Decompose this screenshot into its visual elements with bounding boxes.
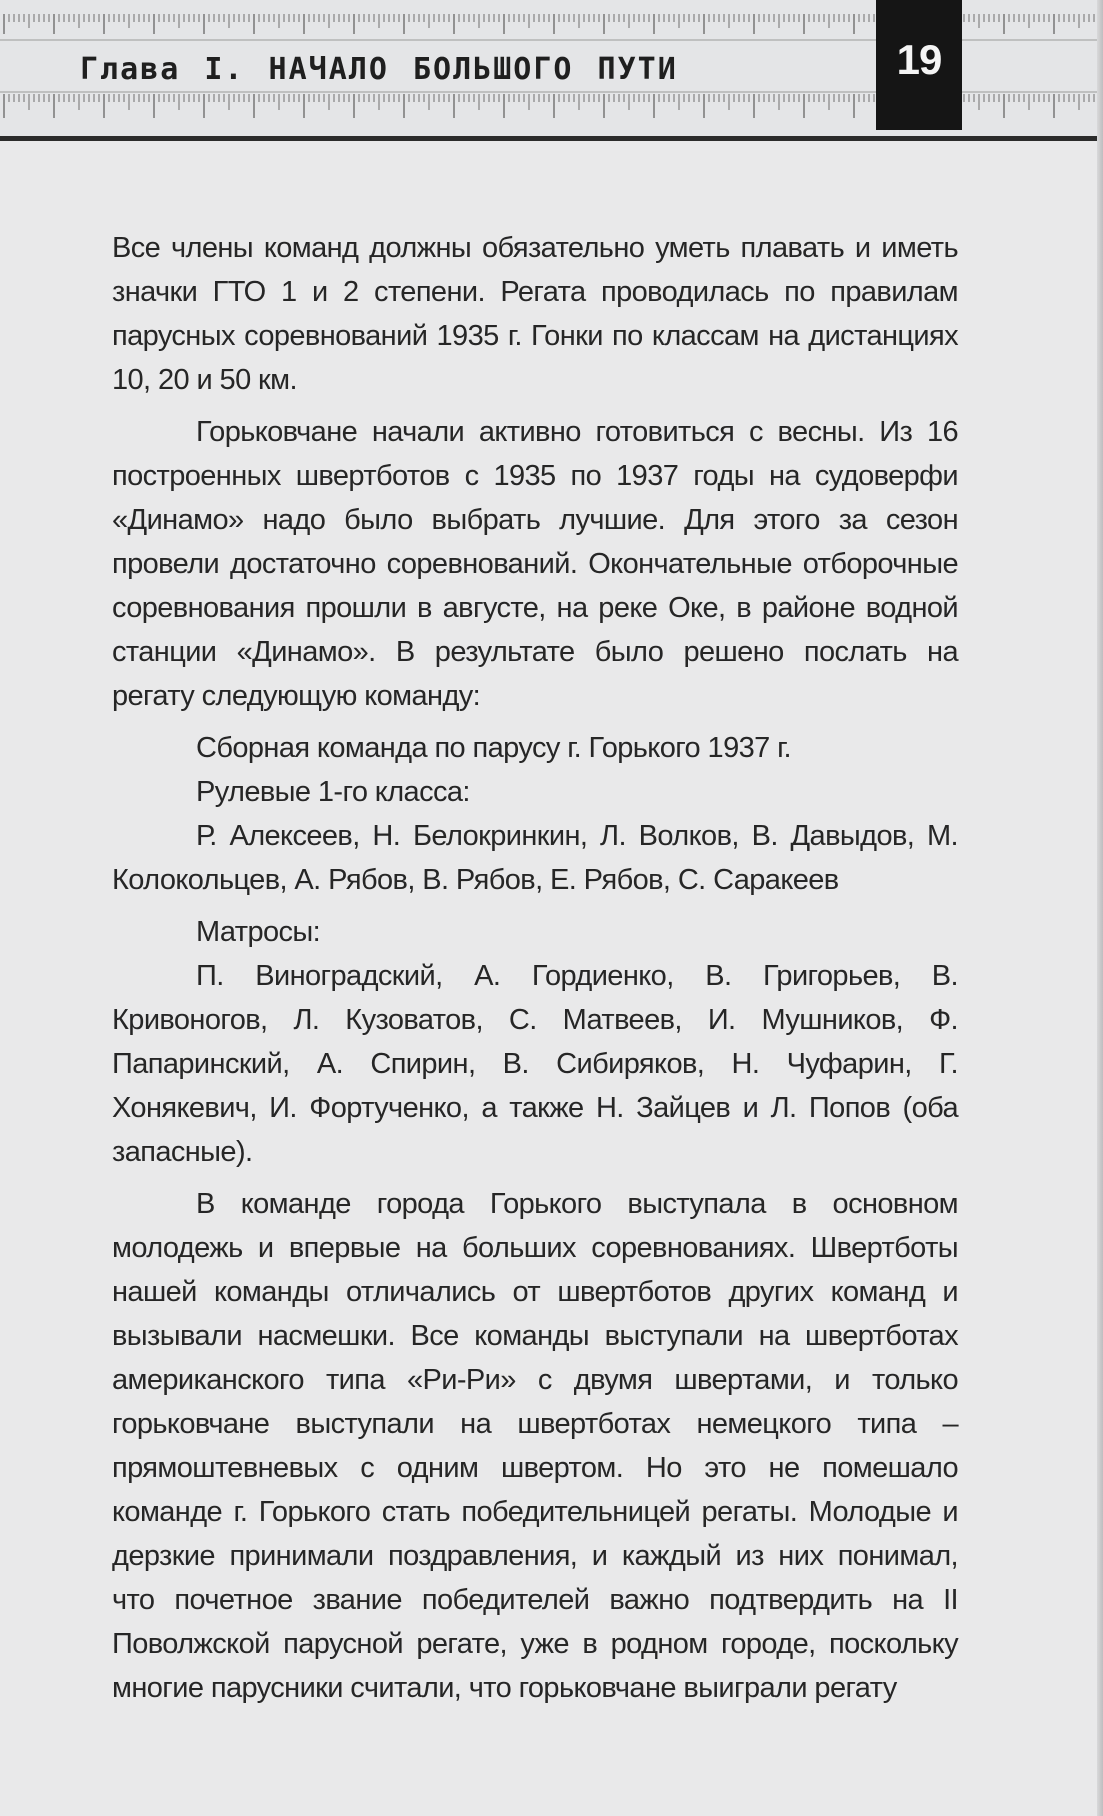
chapter-title: Глава I. НАЧАЛО БОЛЬШОГО ПУТИ <box>80 52 678 87</box>
team-heading: Сборная команда по парусу г. Горького 1937 г. <box>196 732 792 764</box>
helmsmen-list: Р. Алексеев, Н. Белокринкин, Л. Волков, В. Давыдов, М. Колокольцев, А. Рябов, В. Рябов, Е. Рябов, С. Саракеев <box>112 820 958 896</box>
page-header <box>0 0 1103 141</box>
page-number: 19 <box>896 36 942 83</box>
page-body <box>112 226 958 1718</box>
helmsmen-heading: Рулевые 1-го класса: <box>196 776 470 808</box>
page-number-box <box>876 0 962 130</box>
paragraph: В команде города Горького выступала в основном молодежь и впервые на больших соревнованиях. Швертботы нашей команды отличались от швертботов других команд и вызывали насмешки. Все команды выступали на швертботах американского типа «Ри-Ри» с двумя швертами, и только горьковчане выступали на швертботах немецкого типа – прямоштевневых с одним швертом. Но это не помешало команде г. Горького стать победительницей регаты. Молодые и дерзкие принимали поздравления, и каждый из них понимал, что почетное звание победителей важно подтвердить на II Поволжской парусной регате, уже в родном городе, поскольку многие парусники считали, что горьковчане выиграли регату <box>112 1188 958 1704</box>
paragraph: Горьковчане начали активно готовиться с весны. Из 16 построенных швертботов с 1935 по 1937 годы на судоверфи «Динамо» надо было выбрать лучшие. Для этого за сезон провели достаточно соревнований. Окончательные отборочные соревнования прошли в августе, на реке Оке, в районе водной станции «Динамо». В результате было решено послать на регату следующую команду: <box>112 416 958 712</box>
sailors-list: П. Виноградский, А. Гордиенко, В. Григорьев, В. Кривоногов, Л. Кузоватов, С. Матвеев, И. Мушников, Ф. Папаринский, А. Спирин, В. Сибиряков, Н. Чуфарин, Г. Хонякевич, И. Фортученко, а также Н. Зайцев и Л. Попов (оба запасные). <box>112 960 958 1168</box>
page-edge <box>1097 0 1103 1816</box>
paragraph: Все члены команд должны обязательно уметь плавать и иметь значки ГТО 1 и 2 степени. Регата проводилась по правилам парусных соревнований 1935 г. Гонки по классам на дистанциях 10, 20 и 50 км. <box>112 232 958 396</box>
sailors-heading: Матросы: <box>196 916 321 948</box>
